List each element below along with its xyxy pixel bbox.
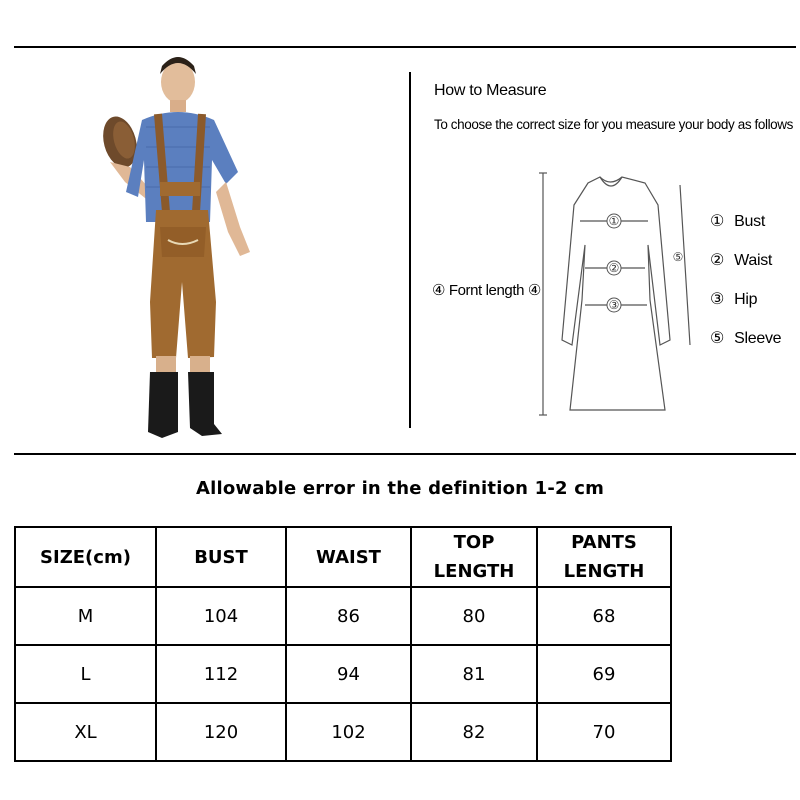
cell-pants-length: 69 [537, 645, 671, 703]
cell-pants-length: 68 [537, 587, 671, 645]
header-waist: WAIST [286, 527, 411, 587]
header-pants-length: PANTS LENGTH [537, 527, 671, 587]
dress-mark-3: ③ [608, 298, 620, 312]
cell-size: XL [15, 703, 156, 761]
cell-pants-length: 70 [537, 703, 671, 761]
header-size: SIZE(cm) [15, 527, 156, 587]
dress-diagram [530, 165, 705, 420]
cell-waist: 94 [286, 645, 411, 703]
table-header-row [15, 527, 671, 587]
dress-mark-1: ① [608, 214, 620, 228]
size-table [14, 526, 672, 762]
cell-top-length: 81 [411, 645, 537, 703]
top-divider [14, 46, 796, 48]
cell-size: M [15, 587, 156, 645]
table-row [15, 645, 671, 703]
table-row [15, 587, 671, 645]
front-length-label: ④ Fornt length ④ [432, 282, 541, 299]
cell-top-length: 80 [411, 587, 537, 645]
model-photo [90, 52, 300, 444]
header-bust: BUST [156, 527, 286, 587]
dress-mark-5: ⑤ [672, 250, 684, 264]
middle-divider [14, 453, 796, 455]
header-top-length: TOP LENGTH [411, 527, 537, 587]
dress-mark-2: ② [608, 261, 620, 275]
allowable-error-note: Allowable error in the definition 1-2 cm [195, 478, 605, 499]
section-divider [409, 72, 411, 428]
legend-item-sleeve: ⑤ Sleeve [710, 330, 782, 347]
legend-item-waist: ② Waist [710, 252, 773, 269]
measure-subtitle: To choose the correct size for you measure your body as follows [434, 117, 793, 132]
legend-item-hip: ③ Hip [710, 291, 758, 308]
legend-item-bust: ① Bust [710, 213, 765, 230]
cell-bust: 120 [156, 703, 286, 761]
cell-size: L [15, 645, 156, 703]
measure-title: How to Measure [434, 82, 547, 99]
cell-top-length: 82 [411, 703, 537, 761]
cell-bust: 112 [156, 645, 286, 703]
cell-bust: 104 [156, 587, 286, 645]
cell-waist: 86 [286, 587, 411, 645]
cell-waist: 102 [286, 703, 411, 761]
table-row [15, 703, 671, 761]
